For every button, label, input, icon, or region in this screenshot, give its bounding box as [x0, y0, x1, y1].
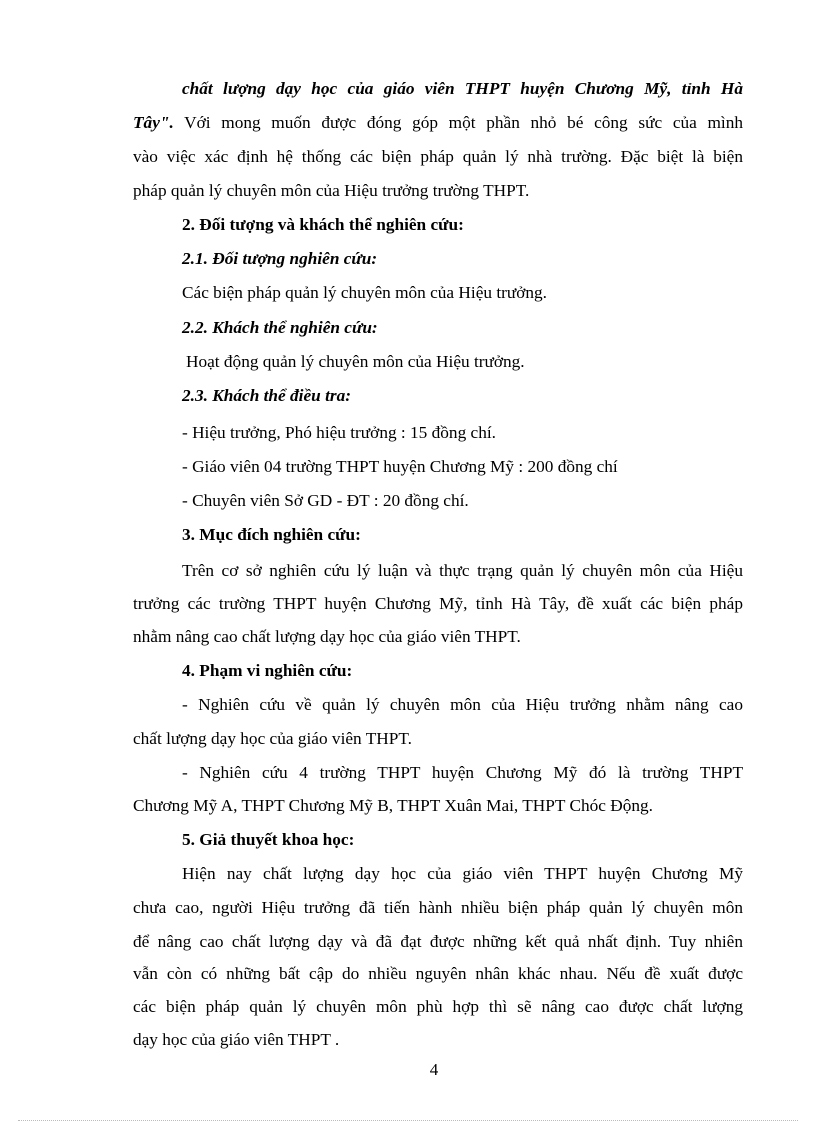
paragraph-line: Các biện pháp quản lý chuyên môn của Hiệu trưởng.	[182, 283, 547, 302]
paragraph-line: các biện pháp quản lý chuyên môn phù hợp thì sẽ nâng cao được chất lượng	[133, 997, 743, 1016]
list-item: - Hiệu trưởng, Phó hiệu trưởng : 15 đồng chí.	[182, 423, 496, 442]
paragraph-text: Với mong muốn được đóng góp một phần nhỏ bé công sức của mình	[173, 113, 743, 132]
subsection-heading: 2.3. Khách thể điều tra:	[182, 386, 351, 405]
subsection-heading: 2.2. Khách thể nghiên cứu:	[182, 318, 378, 337]
paragraph-line	[133, 112, 743, 134]
paragraph-line: Chương Mỹ A, THPT Chương Mỹ B, THPT Xuân Mai, THPT Chóc Động.	[133, 796, 653, 815]
list-item: - Chuyên viên Sở GD - ĐT : 20 đồng chí.	[182, 491, 469, 510]
list-item: - Giáo viên 04 trường THPT huyện Chương Mỹ : 200 đồng chí	[182, 457, 618, 476]
page-bottom-divider	[18, 1120, 798, 1121]
paragraph-line: vẫn còn có những bất cập do nhiều nguyên nhân khác nhau. Nếu đề xuất được	[133, 964, 743, 983]
paragraph-line: dạy học của giáo viên THPT .	[133, 1030, 340, 1049]
paragraph-line: pháp quản lý chuyên môn của Hiệu trưởng trường THPT.	[133, 181, 530, 200]
subsection-heading: 2.1. Đối tượng nghiên cứu:	[182, 249, 378, 268]
paragraph-line: Trên cơ sở nghiên cứu lý luận và thực trạng quản lý chuyên môn của Hiệu	[182, 561, 743, 580]
paragraph-line: chất lượng dạy học của giáo viên THPT huyện Chương Mỹ, tỉnh Hà	[182, 79, 743, 98]
paragraph-line: chưa cao, người Hiệu trưởng đã tiến hành nhiều biện pháp quản lý chuyên môn	[133, 898, 743, 917]
paragraph-line: trưởng các trường THPT huyện Chương Mỹ, tỉnh Hà Tây, đề xuất các biện pháp	[133, 594, 743, 613]
paragraph-line: - Nghiên cứu về quản lý chuyên môn của Hiệu trưởng nhằm nâng cao	[182, 695, 743, 714]
section-heading: 4. Phạm vi nghiên cứu:	[182, 661, 353, 680]
page-number: 4	[429, 1060, 439, 1079]
section-heading: 5. Giả thuyết khoa học:	[182, 830, 355, 849]
section-heading: 2. Đối tượng và khách thể nghiên cứu:	[182, 215, 464, 234]
paragraph-line: Hiện nay chất lượng dạy học của giáo viên THPT huyện Chương Mỹ	[182, 864, 743, 883]
paragraph-line: chất lượng dạy học của giáo viên THPT.	[133, 729, 412, 748]
paragraph-line: vào việc xác định hệ thống các biện pháp quản lý nhà trường. Đặc biệt là biện	[133, 147, 743, 166]
paragraph-line: để nâng cao chất lượng dạy và đã đạt được những kết quả nhất định. Tuy nhiên	[133, 932, 743, 951]
section-heading: 3. Mục đích nghiên cứu:	[182, 525, 361, 544]
title-quote-end: Tây".	[133, 113, 174, 132]
paragraph-line: - Nghiên cứu 4 trường THPT huyện Chương Mỹ đó là trường THPT	[182, 763, 743, 782]
paragraph-line: Hoạt động quản lý chuyên môn của Hiệu trưởng.	[186, 352, 525, 371]
paragraph-line: nhằm nâng cao chất lượng dạy học của giáo viên THPT.	[133, 627, 521, 646]
